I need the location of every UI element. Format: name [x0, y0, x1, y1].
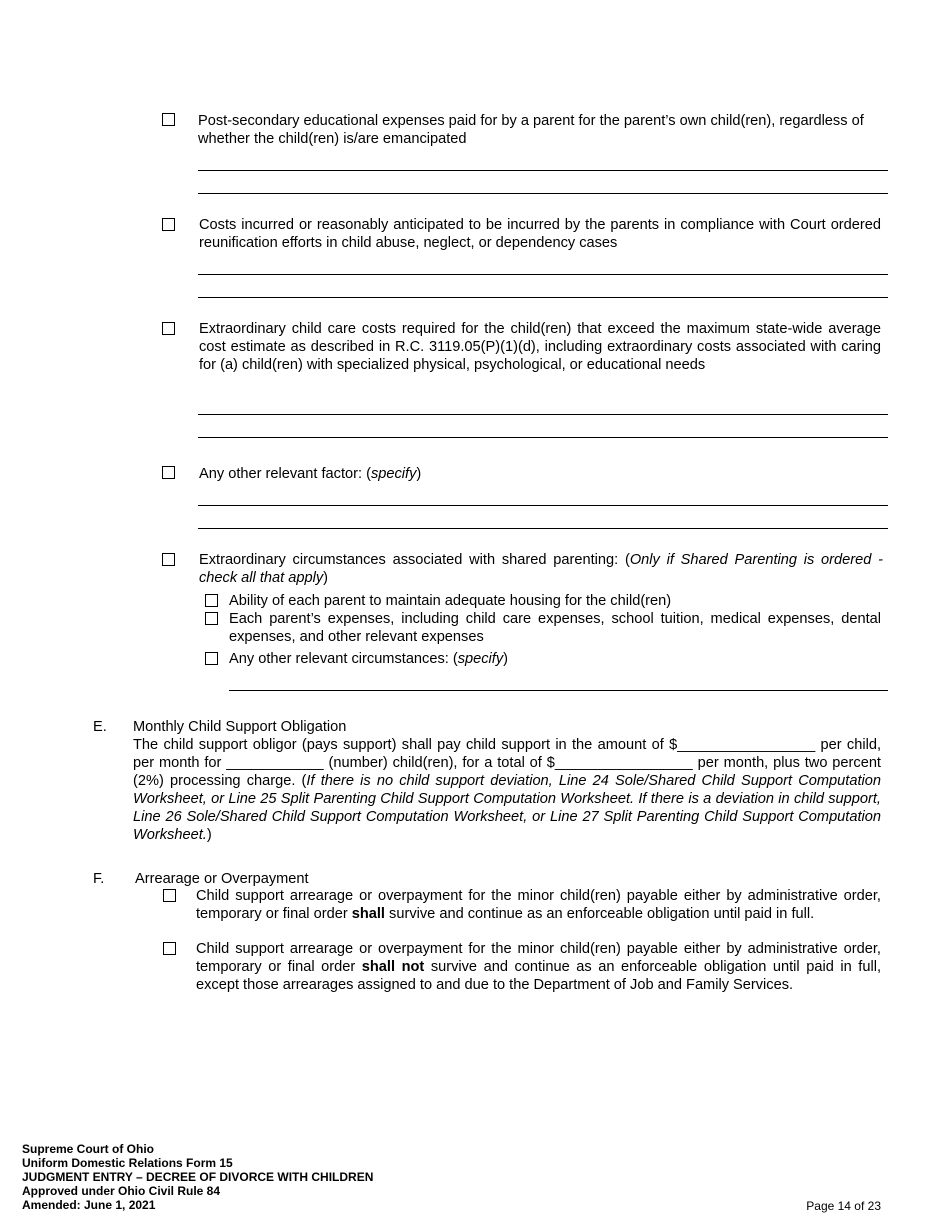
section-e-heading: Monthly Child Support Obligation	[133, 719, 347, 735]
form-footer	[22, 1142, 373, 1212]
footer-court: Supreme Court of Ohio	[22, 1142, 154, 1156]
checkbox-arrearage-shall-not-survive[interactable]	[163, 942, 176, 955]
footer-amended: Amended: June 1, 2021	[22, 1198, 156, 1212]
section-e-body: The child support obligor (pays support) shall pay child support in the amount of $_________________ per child, per month for ____________ (number) child(ren), for a total of $_________________ per month, plus two percent (2%) processing charge. (If there is no child support deviation, Line 24 Sole/Shared Child Support Computation Worksheet, or Line 25 Split Parenting Child Support Computation Worksheet. If there is a deviation in child support, Line 26 Sole/Shared Child Support Computation Worksheet, or Line 27 Split Parenting Child Support Computation Worksheet.)	[133, 737, 881, 843]
fill-line[interactable]	[198, 437, 888, 438]
page-number: Page 14 of 23	[806, 1199, 881, 1213]
fill-line[interactable]	[229, 690, 888, 691]
factor-shared-parenting-text: Extraordinary circumstances associated with shared parenting: (Only if Shared Parenting is ordered - check all that apply)	[199, 552, 883, 586]
factor-other-text: Any other relevant factor: (specify)	[199, 466, 422, 482]
sub-expenses-text: Each parent’s expenses, including child care expenses, school tuition, medical expenses, dental expenses, and other relevant expenses	[229, 611, 881, 645]
factor-post-secondary-text: Post-secondary educational expenses paid for by a parent for the parent’s own child(ren), regardless of whether the child(ren) is/are emancipated	[198, 113, 864, 147]
section-f-heading: Arrearage or Overpayment	[135, 871, 309, 887]
checkbox-parent-expenses[interactable]	[205, 612, 218, 625]
fill-line[interactable]	[198, 297, 888, 298]
checkbox-adequate-housing[interactable]	[205, 594, 218, 607]
fill-line[interactable]	[198, 170, 888, 171]
checkbox-reunification-costs[interactable]	[162, 218, 175, 231]
factor-child-care-text: Extraordinary child care costs required for the child(ren) that exceed the maximum state-wide average cost estimate as described in R.C. 3119.05(P)(1)(d), including extraordinary costs associated with caring for (a) child(ren) with specialized physical, psychological, or educational needs	[199, 321, 881, 373]
fill-line[interactable]	[198, 505, 888, 506]
checkbox-post-secondary-expenses[interactable]	[162, 113, 175, 126]
footer-approved: Approved under Ohio Civil Rule 84	[22, 1184, 221, 1198]
checkbox-arrearage-shall-survive[interactable]	[163, 889, 176, 902]
sub-housing-text: Ability of each parent to maintain adequate housing for the child(ren)	[229, 593, 672, 609]
checkbox-extraordinary-child-care[interactable]	[162, 322, 175, 335]
fill-line[interactable]	[198, 528, 888, 529]
arrearage-shall-text: Child support arrearage or overpayment for the minor child(ren) payable either by administrative order, temporary or final order shall survive and continue as an enforceable obligation until paid in full.	[196, 888, 881, 922]
checkbox-other-relevant-factor[interactable]	[162, 466, 175, 479]
fill-line[interactable]	[198, 414, 888, 415]
section-f-letter: F.	[93, 871, 105, 887]
factor-reunification-text: Costs incurred or reasonably anticipated to be incurred by the parents in compliance with Court ordered reunification efforts in child abuse, neglect, or dependency cases	[199, 217, 881, 251]
footer-form: Uniform Domestic Relations Form 15	[22, 1156, 233, 1170]
fill-line[interactable]	[198, 193, 888, 194]
arrearage-shall-not-text: Child support arrearage or overpayment for the minor child(ren) payable either by administrative order, temporary or final order shall not survive and continue as an enforceable obligation until paid in full, except those arrearages assigned to and due to the Department of Job and Family Services.	[196, 941, 881, 993]
fill-line[interactable]	[198, 274, 888, 275]
section-e-letter: E.	[93, 719, 107, 735]
checkbox-shared-parenting-circumstances[interactable]	[162, 553, 175, 566]
sub-other-text: Any other relevant circumstances: (specify)	[229, 651, 509, 667]
footer-title: JUDGMENT ENTRY – DECREE OF DIVORCE WITH CHILDREN	[22, 1170, 374, 1184]
checkbox-other-circumstances[interactable]	[205, 652, 218, 665]
